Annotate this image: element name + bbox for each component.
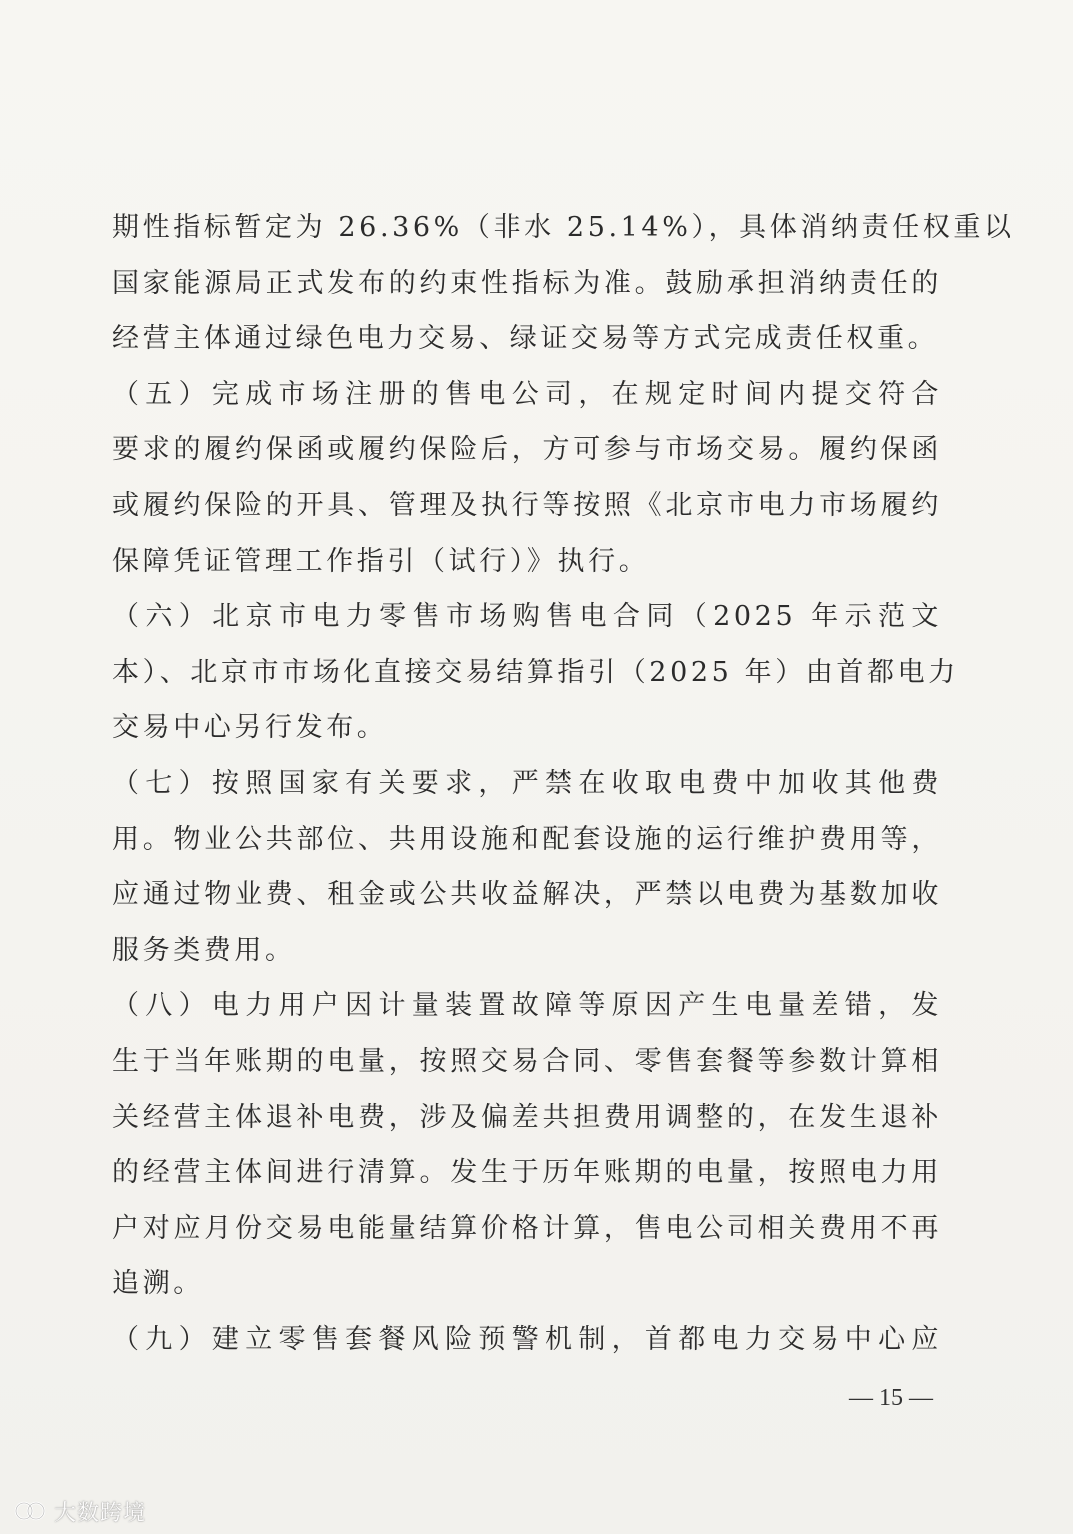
text-line: 的经营主体间进行清算。发生于历年账期的电量，按照电力用 — [112, 1157, 942, 1189]
text-line: 经营主体通过绿色电力交易、绿证交易等方式完成责任权重。 — [112, 323, 939, 355]
document-body — [112, 200, 1015, 1367]
text-line: 应通过物业费、租金或公共收益解决，严禁以电费为基数加收 — [112, 879, 942, 911]
text-line: （九）建立零售套餐风险预警机制，首都电力交易中心应 — [112, 1323, 942, 1355]
text-line: 交易中心另行发布。 — [112, 712, 388, 744]
page-number: — 15 — — [849, 1385, 933, 1411]
text-line: 户对应月份交易电能量结算价格计算，售电公司相关费用不再 — [112, 1212, 942, 1244]
text-line: 本）、北京市市场化直接交易结算指引（2025 年）由首都电力 — [112, 656, 959, 688]
text-line: 期性指标暂定为 26.36%（非水 25.14%），具体消纳责任权重以 — [112, 212, 1015, 243]
text-line: （六）北京市电力零售市场购售电合同（2025 年示范文 — [112, 601, 942, 633]
text-line: 国家能源局正式发布的约束性指标为准。鼓励承担消纳责任的 — [112, 267, 942, 299]
text-line: （八）电力用户因计量装置故障等原因产生电量差错，发 — [112, 990, 942, 1022]
text-line: 或履约保险的开具、管理及执行等按照《北京市电力市场履约 — [112, 489, 942, 521]
watermark — [14, 1495, 146, 1527]
watermark-text: 大数跨境 — [54, 1500, 147, 1526]
text-line: 生于当年账期的电量，按照交易合同、零售套餐等参数计算相 — [112, 1045, 942, 1077]
text-line: 关经营主体退补电费，涉及偏差共担费用调整的，在发生退补 — [112, 1101, 942, 1133]
brand-logo-icon — [14, 1498, 48, 1524]
text-line: 追溯。 — [112, 1268, 204, 1300]
text-line: 要求的履约保函或履约保险后，方可参与市场交易。履约保函 — [112, 434, 942, 466]
text-line: 服务类费用。 — [112, 934, 296, 966]
text-line: 用。物业公共部位、共用设施和配套设施的运行维护费用等， — [112, 823, 942, 855]
text-line: 保障凭证管理工作指引（试行）》执行。 — [112, 545, 650, 577]
text-line: （五）完成市场注册的售电公司，在规定时间内提交符合 — [112, 378, 942, 410]
text-line: （七）按照国家有关要求，严禁在收取电费中加收其他费 — [112, 767, 942, 799]
